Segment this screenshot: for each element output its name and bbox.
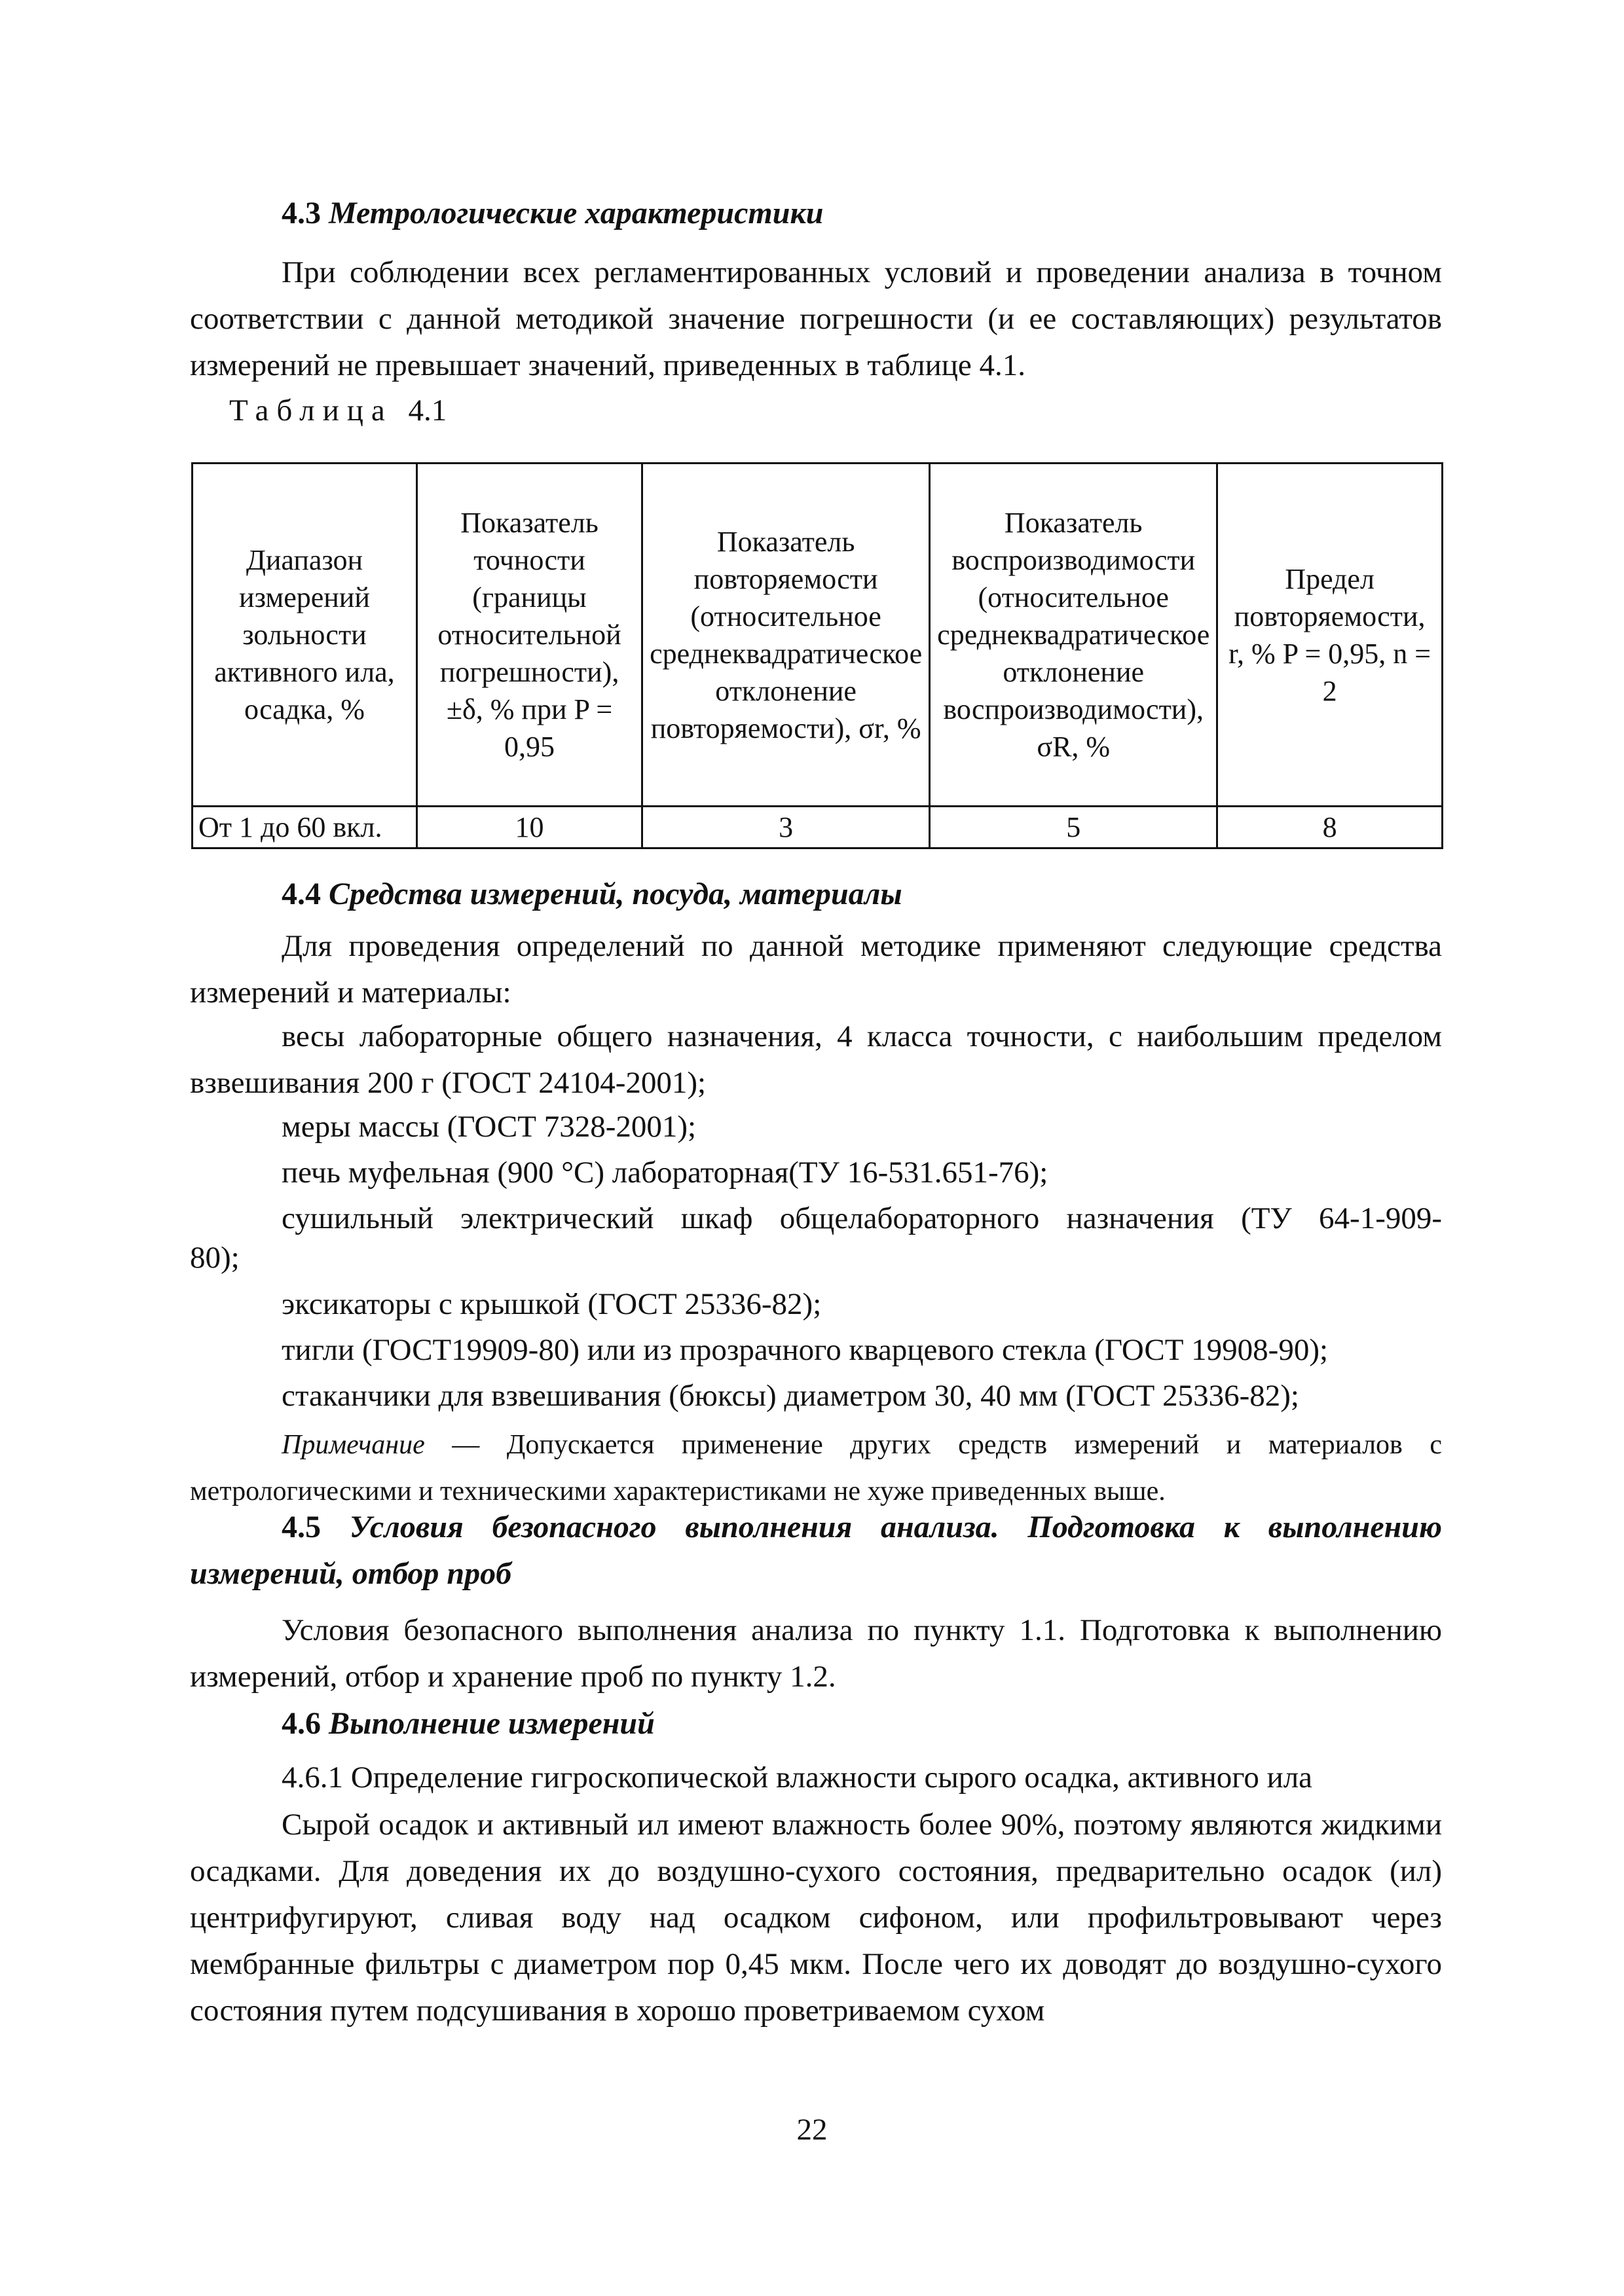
- table-caption-word: Таблица: [229, 393, 393, 428]
- section-4-5-paragraph: [190, 1607, 1442, 1700]
- equipment-item-weighing-bottles: стаканчики для взвешивания (бюксы) диаметром 30, 40 мм (ГОСТ 25336-82);: [282, 1379, 1299, 1413]
- section-4-5-heading: [190, 1504, 1442, 1597]
- table-header-range: Диапазон измерений зольности активного ила, осадка, %: [193, 464, 417, 807]
- equipment-item-scales: [190, 1013, 1442, 1106]
- section-4-5-title: Условия безопасного выполнения анализа. Подготовка к выполнению измерений, отбор проб: [190, 1510, 1443, 1591]
- section-4-3-text: При соблюдении всех регламентированных условий и проведении анализа в точном соответствии с данной методикой значение погрешности (и ее составляющих) результатов измерений не превышает значений, приведенных в таблице 4.1.: [190, 255, 1442, 382]
- section-4-6-number: 4.6: [282, 1706, 321, 1741]
- table-cell-range: От 1 до 60 вкл.: [193, 807, 417, 848]
- section-4-6-paragraph: [190, 1802, 1442, 2034]
- section-4-3-title: Метрологические характеристики: [329, 196, 824, 230]
- section-4-6-text: Сырой осадок и активный ил имеют влажность более 90%, поэтому являются жидкими осадками. Для доведения их до воздушно-сухого состояния, предварительно осадок (ил) центрифугируют, сливая воду над осадком сифоном, или профильтровывают через мембранные фильтры с диаметром пор 0,45 мкм. После чего их доводят до воздушно-сухого состояния путем подсушивания в хорошо проветриваемом сухом: [190, 1808, 1442, 2028]
- section-4-4-number: 4.4: [282, 877, 321, 911]
- table-header-accuracy: Показатель точности (границы относительной погрешности), ±δ, % при P = 0,95: [416, 464, 642, 807]
- table-cell-reproducibility: 5: [930, 807, 1217, 848]
- table-cell-repeatability: 3: [642, 807, 930, 848]
- metrology-table: [191, 462, 1443, 849]
- section-4-4-intro: [190, 923, 1442, 1016]
- table-header-reproducibility: Показатель воспроизводимости (относительное среднеквадратическое отклонение воспроизводимости), σR, %: [930, 464, 1217, 807]
- section-4-4-heading: [282, 871, 1442, 917]
- section-4-4-intro-text: Для проведения определений по данной методике применяют следующие средства измерений и материалы:: [190, 929, 1442, 1010]
- equipment-item-desiccators: эксикаторы с крышкой (ГОСТ 25336-82);: [282, 1287, 822, 1321]
- equipment-item-weights: меры массы (ГОСТ 7328-2001);: [282, 1110, 697, 1144]
- equipment-item-crucibles: тигли (ГОСТ19909-80) или из прозрачного кварцевого стекла (ГОСТ 19908-90);: [282, 1333, 1329, 1367]
- section-4-5-number: 4.5: [282, 1510, 321, 1544]
- table-caption: [229, 393, 447, 428]
- section-4-3-paragraph: [190, 249, 1442, 389]
- page-number: 22: [796, 2113, 828, 2147]
- subsection-4-6-1-title: 4.6.1 Определение гигроскопической влажности сырого осадка, активного ила: [282, 1760, 1313, 1795]
- section-4-4-title: Средства измерений, посуда, материалы: [329, 877, 902, 911]
- table-cell-accuracy: 10: [416, 807, 642, 848]
- table-header-repeatability: Показатель повторяемости (относительное среднеквадратическое отклонение повторяемости), σr, %: [642, 464, 930, 807]
- note-label: Примечание: [282, 1430, 425, 1460]
- section-4-6-heading: [282, 1700, 1442, 1747]
- table-caption-number: 4.1: [408, 393, 447, 428]
- table-cell-repeatability-limit: 8: [1217, 807, 1443, 848]
- table-header-repeatability-limit: Предел повторяемости, r, % P = 0,95, n = 2: [1217, 464, 1443, 807]
- section-4-3-number: 4.3: [282, 196, 321, 230]
- equipment-item-furnace: печь муфельная (900 °С) лабораторная(ТУ 16-531.651-76);: [282, 1156, 1048, 1190]
- equipment-item-drying-cabinet-end: 80);: [190, 1241, 240, 1275]
- section-4-3-heading: [282, 190, 1442, 236]
- equipment-item-scales-text: весы лабораторные общего назначения, 4 класса точности, с наибольшим пределом взвешивания 200 г (ГОСТ 24104-2001);: [190, 1019, 1442, 1100]
- note-text: — Допускается применение других средств измерений и материалов с метрологическими и техническими характеристиками не хуже приведенных выше.: [190, 1430, 1442, 1506]
- section-4-5-text: Условия безопасного выполнения анализа по пункту 1.1. Подготовка к выполнению измерений, отбор и хранение проб по пункту 1.2.: [190, 1613, 1442, 1694]
- equipment-item-drying-cabinet: сушильный электрический шкаф общелабораторного назначения (ТУ 64-1-909-: [282, 1201, 1442, 1235]
- section-4-6-title: Выполнение измерений: [329, 1706, 655, 1741]
- table-header-row: [193, 464, 1443, 807]
- section-4-4-note: [190, 1422, 1442, 1515]
- table-row: [193, 807, 1443, 848]
